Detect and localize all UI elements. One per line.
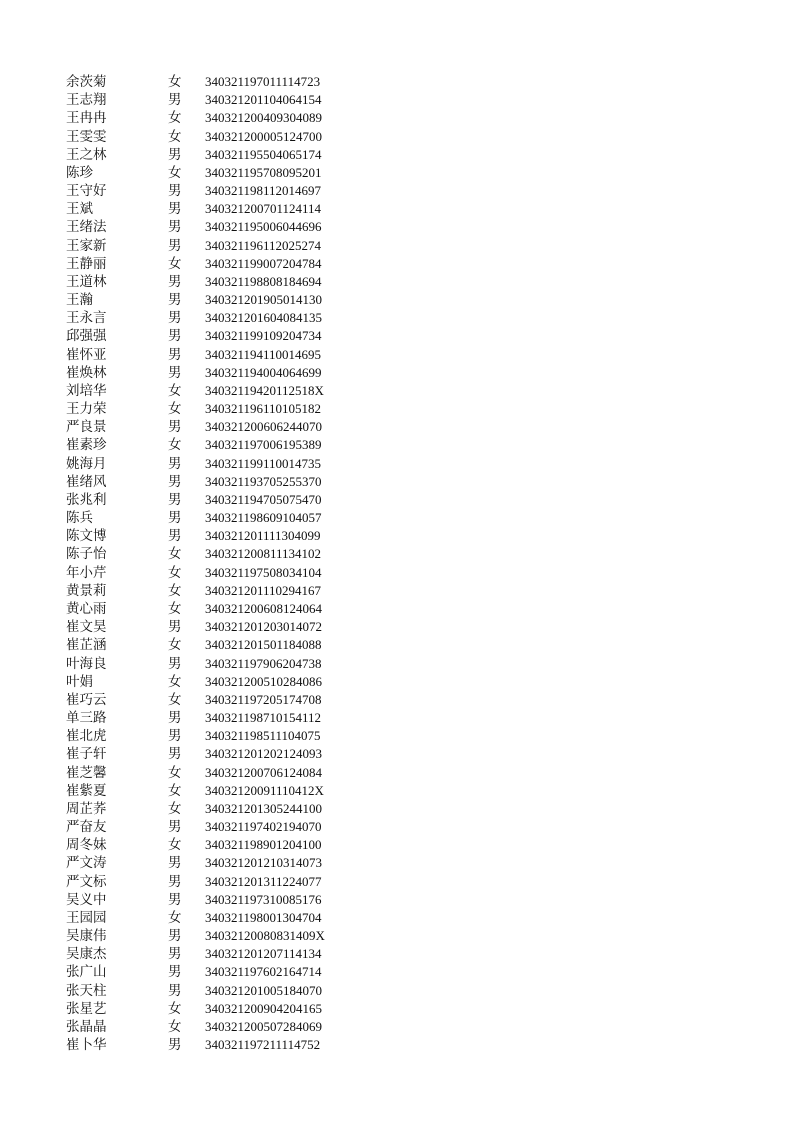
name-cell: 崔文昊 <box>66 619 107 636</box>
gender-cell: 女 <box>168 546 182 563</box>
name-cell: 姚海月 <box>66 455 107 472</box>
id-number-cell: 340321194705075470 <box>205 491 322 507</box>
gender-cell: 女 <box>168 673 182 690</box>
id-number-cell: 340321195006044696 <box>205 219 322 235</box>
gender-cell: 女 <box>168 909 182 926</box>
gender-cell: 女 <box>168 382 182 399</box>
id-number-cell: 340321197011114723 <box>205 74 321 89</box>
id-number-cell: 340321200005124700 <box>205 128 322 144</box>
id-number-cell: 340321198609104057 <box>205 510 322 526</box>
table-row <box>66 891 386 909</box>
table-row <box>66 128 386 146</box>
table-row <box>66 782 386 800</box>
table-row <box>66 655 386 673</box>
id-number-cell: 340321199110014735 <box>205 455 322 471</box>
id-number-cell: 340321201311224077 <box>205 873 322 889</box>
table-row <box>66 982 386 1000</box>
name-cell: 王静丽 <box>66 255 107 272</box>
gender-cell: 男 <box>168 855 182 872</box>
id-number-cell: 340321197402194070 <box>205 819 322 835</box>
roster-table <box>66 73 386 1054</box>
id-number-cell: 340321198112014697 <box>205 183 322 199</box>
id-number-cell: 340321199007204784 <box>205 255 322 271</box>
gender-cell: 男 <box>168 946 182 963</box>
table-row <box>66 618 386 636</box>
table-row <box>66 945 386 963</box>
gender-cell: 女 <box>168 691 182 708</box>
name-cell: 单三路 <box>66 710 107 727</box>
gender-cell: 女 <box>168 600 182 617</box>
gender-cell: 男 <box>168 982 182 999</box>
id-number-cell: 340321197602164714 <box>205 964 322 980</box>
name-cell: 黄景莉 <box>66 582 107 599</box>
table-row <box>66 109 386 127</box>
id-number-cell: 340321198001304704 <box>205 909 322 925</box>
table-row <box>66 436 386 454</box>
gender-cell: 女 <box>168 1000 182 1017</box>
name-cell: 陈子怡 <box>66 546 107 563</box>
id-number-cell: 340321200701124114 <box>205 201 322 217</box>
table-row <box>66 455 386 473</box>
name-cell: 叶海良 <box>66 655 107 672</box>
name-cell: 严文标 <box>66 873 107 890</box>
table-row <box>66 854 386 872</box>
name-cell: 王志翔 <box>66 92 107 109</box>
name-cell: 王瀚 <box>66 292 93 309</box>
id-number-cell: 340321200409304089 <box>205 110 322 126</box>
table-row <box>66 473 386 491</box>
name-cell: 吴康杰 <box>66 946 107 963</box>
id-number-cell: 340321198901204100 <box>205 837 322 853</box>
table-row <box>66 727 386 745</box>
gender-cell: 男 <box>168 237 182 254</box>
table-row <box>66 764 386 782</box>
name-cell: 周冬妹 <box>66 837 107 854</box>
name-cell: 王雯雯 <box>66 128 107 145</box>
gender-cell: 男 <box>168 819 182 836</box>
gender-cell: 男 <box>168 328 182 345</box>
table-row <box>66 1018 386 1036</box>
id-number-cell: 340321195708095201 <box>205 164 322 180</box>
gender-cell: 男 <box>168 746 182 763</box>
table-row <box>66 400 386 418</box>
name-cell: 周芷荞 <box>66 800 107 817</box>
gender-cell: 女 <box>168 401 182 418</box>
name-cell: 王冉冉 <box>66 110 107 127</box>
id-number-cell: 340321201104064154 <box>205 92 322 108</box>
id-number-cell: 340321201210314073 <box>205 855 322 871</box>
table-row <box>66 800 386 818</box>
id-number-cell: 340321197906204738 <box>205 655 322 671</box>
gender-cell: 女 <box>168 764 182 781</box>
table-row <box>66 600 386 618</box>
id-number-cell: 34032120080831409X <box>205 928 325 944</box>
name-cell: 崔绪风 <box>66 473 107 490</box>
name-cell: 严良景 <box>66 419 107 436</box>
table-row <box>66 255 386 273</box>
name-cell: 王之林 <box>66 146 107 163</box>
gender-cell: 男 <box>168 510 182 527</box>
id-number-cell: 340321201110294167 <box>205 582 322 598</box>
gender-cell: 女 <box>168 637 182 654</box>
name-cell: 张兆利 <box>66 491 107 508</box>
name-cell: 崔北虎 <box>66 728 107 745</box>
gender-cell: 男 <box>168 364 182 381</box>
id-number-cell: 340321197211114752 <box>205 1037 321 1053</box>
name-cell: 王绪法 <box>66 219 107 236</box>
gender-cell: 女 <box>168 800 182 817</box>
gender-cell: 女 <box>168 437 182 454</box>
name-cell: 黄心雨 <box>66 600 107 617</box>
gender-cell: 男 <box>168 728 182 745</box>
name-cell: 王斌 <box>66 201 93 218</box>
id-number-cell: 340321201203014072 <box>205 619 322 635</box>
name-cell: 严奋友 <box>66 819 107 836</box>
gender-cell: 男 <box>168 292 182 309</box>
id-number-cell: 340321200606244070 <box>205 419 322 435</box>
gender-cell: 男 <box>168 473 182 490</box>
gender-cell: 女 <box>168 782 182 799</box>
id-number-cell: 34032120091110412X <box>205 782 324 798</box>
id-number-cell: 340321199109204734 <box>205 328 322 344</box>
name-cell: 年小芹 <box>66 564 107 581</box>
gender-cell: 女 <box>168 837 182 854</box>
table-row <box>66 818 386 836</box>
gender-cell: 女 <box>168 1018 182 1035</box>
name-cell: 王园园 <box>66 909 107 926</box>
table-row <box>66 382 386 400</box>
id-number-cell: 340321198808184694 <box>205 273 322 289</box>
gender-cell: 女 <box>168 582 182 599</box>
table-row <box>66 73 386 91</box>
name-cell: 王家新 <box>66 237 107 254</box>
table-row <box>66 509 386 527</box>
name-cell: 崔焕林 <box>66 364 107 381</box>
table-row <box>66 346 386 364</box>
name-cell: 吴义中 <box>66 891 107 908</box>
table-row <box>66 237 386 255</box>
id-number-cell: 340321200811134102 <box>205 546 322 562</box>
id-number-cell: 340321197310085176 <box>205 891 322 907</box>
gender-cell: 男 <box>168 346 182 363</box>
gender-cell: 男 <box>168 491 182 508</box>
name-cell: 崔巧云 <box>66 691 107 708</box>
table-row <box>66 182 386 200</box>
table-row <box>66 364 386 382</box>
gender-cell: 男 <box>168 183 182 200</box>
table-row <box>66 164 386 182</box>
name-cell: 王力荣 <box>66 401 107 418</box>
gender-cell: 女 <box>168 110 182 127</box>
table-row <box>66 146 386 164</box>
gender-cell: 女 <box>168 128 182 145</box>
gender-cell: 男 <box>168 455 182 472</box>
name-cell: 崔子轩 <box>66 746 107 763</box>
name-cell: 陈文博 <box>66 528 107 545</box>
id-number-cell: 340321196110105182 <box>205 401 322 417</box>
name-cell: 陈珍 <box>66 164 93 181</box>
id-number-cell: 340321200510284086 <box>205 673 322 689</box>
id-number-cell: 340321193705255370 <box>205 473 322 489</box>
gender-cell: 男 <box>168 964 182 981</box>
table-row <box>66 91 386 109</box>
table-row <box>66 873 386 891</box>
name-cell: 张星艺 <box>66 1000 107 1017</box>
gender-cell: 女 <box>168 564 182 581</box>
gender-cell: 男 <box>168 419 182 436</box>
id-number-cell: 340321197006195389 <box>205 437 322 453</box>
gender-cell: 女 <box>168 164 182 181</box>
table-row <box>66 963 386 981</box>
name-cell: 崔紫夏 <box>66 782 107 799</box>
id-number-cell: 340321201905014130 <box>205 292 322 308</box>
table-row <box>66 836 386 854</box>
gender-cell: 女 <box>168 255 182 272</box>
table-row <box>66 564 386 582</box>
name-cell: 叶娟 <box>66 673 93 690</box>
table-row <box>66 745 386 763</box>
id-number-cell: 340321201111304099 <box>205 528 321 544</box>
gender-cell: 男 <box>168 710 182 727</box>
table-row <box>66 636 386 654</box>
name-cell: 王道林 <box>66 273 107 290</box>
name-cell: 张广山 <box>66 964 107 981</box>
gender-cell: 男 <box>168 528 182 545</box>
id-number-cell: 340321201501184088 <box>205 637 322 653</box>
id-number-cell: 340321198511104075 <box>205 728 321 744</box>
table-row <box>66 291 386 309</box>
name-cell: 张晶晶 <box>66 1018 107 1035</box>
name-cell: 严文涛 <box>66 855 107 872</box>
gender-cell: 男 <box>168 92 182 109</box>
table-row <box>66 491 386 509</box>
id-number-cell: 340321201202124093 <box>205 746 322 762</box>
name-cell: 余茨菊 <box>66 74 107 90</box>
name-cell: 崔素珍 <box>66 437 107 454</box>
table-row <box>66 691 386 709</box>
gender-cell: 男 <box>168 310 182 327</box>
id-number-cell: 340321198710154112 <box>205 710 322 726</box>
name-cell: 崔芷涵 <box>66 637 107 654</box>
gender-cell: 女 <box>168 74 182 90</box>
name-cell: 崔怀亚 <box>66 346 107 363</box>
id-number-cell: 340321194004064699 <box>205 364 322 380</box>
id-number-cell: 340321194110014695 <box>205 346 322 362</box>
gender-cell: 男 <box>168 1037 182 1054</box>
table-row <box>66 418 386 436</box>
table-row <box>66 927 386 945</box>
name-cell: 张天柱 <box>66 982 107 999</box>
gender-cell: 男 <box>168 928 182 945</box>
id-number-cell: 340321201305244100 <box>205 800 322 816</box>
gender-cell: 男 <box>168 619 182 636</box>
name-cell: 崔卜华 <box>66 1037 107 1054</box>
gender-cell: 男 <box>168 201 182 218</box>
gender-cell: 男 <box>168 655 182 672</box>
id-number-cell: 340321200608124064 <box>205 600 322 616</box>
table-row <box>66 309 386 327</box>
id-number-cell: 340321200904204165 <box>205 1000 322 1016</box>
gender-cell: 男 <box>168 219 182 236</box>
id-number-cell: 340321195504065174 <box>205 146 322 162</box>
id-number-cell: 340321197508034104 <box>205 564 322 580</box>
name-cell: 王守好 <box>66 183 107 200</box>
table-row <box>66 582 386 600</box>
table-row <box>66 527 386 545</box>
id-number-cell: 340321196112025274 <box>205 237 322 253</box>
id-number-cell: 340321197205174708 <box>205 691 322 707</box>
id-number-cell: 340321201005184070 <box>205 982 322 998</box>
id-number-cell: 340321200507284069 <box>205 1018 322 1034</box>
name-cell: 邱强强 <box>66 328 107 345</box>
id-number-cell: 34032119420112518X <box>205 382 324 398</box>
table-row <box>66 1036 386 1054</box>
name-cell: 崔芝馨 <box>66 764 107 781</box>
table-row <box>66 673 386 691</box>
id-number-cell: 340321201604084135 <box>205 310 322 326</box>
table-row <box>66 218 386 236</box>
table-row <box>66 909 386 927</box>
table-row <box>66 709 386 727</box>
gender-cell: 男 <box>168 273 182 290</box>
name-cell: 王永言 <box>66 310 107 327</box>
table-row <box>66 273 386 291</box>
table-row <box>66 200 386 218</box>
gender-cell: 男 <box>168 873 182 890</box>
gender-cell: 男 <box>168 146 182 163</box>
name-cell: 陈兵 <box>66 510 93 527</box>
name-cell: 吴康伟 <box>66 928 107 945</box>
id-number-cell: 340321200706124084 <box>205 764 322 780</box>
table-row <box>66 1000 386 1018</box>
name-cell: 刘培华 <box>66 382 107 399</box>
table-row <box>66 545 386 563</box>
id-number-cell: 340321201207114134 <box>205 946 322 962</box>
table-row <box>66 327 386 345</box>
gender-cell: 男 <box>168 891 182 908</box>
